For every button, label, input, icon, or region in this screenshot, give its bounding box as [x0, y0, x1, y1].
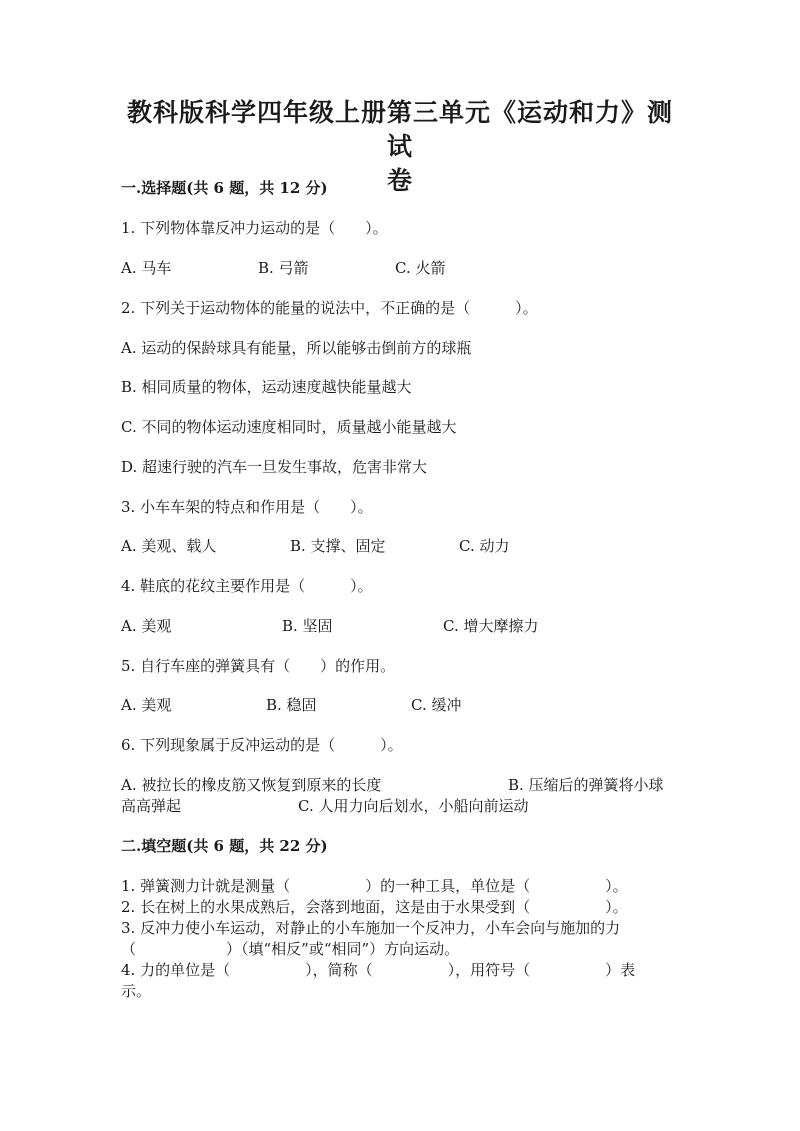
question-4-option-a: A. 美观: [121, 617, 172, 635]
fill-question-1: 1. 弹簧测力计就是测量（ ）的一种工具，单位是（ ）。: [121, 877, 628, 895]
question-6-option-b: B. 压缩后的弹簧将小球: [508, 776, 664, 794]
question-6-option-c: C. 人用力向后划水，小船向前运动: [298, 797, 529, 815]
fill-question-3-line-2: （ ）（填“相反”或“相同”）方向运动。: [121, 940, 460, 958]
question-4-option-c: C. 增大摩擦力: [443, 617, 539, 635]
question-1-stem: 1. 下列物体靠反冲力运动的是（ ）。: [121, 219, 388, 237]
question-2-stem: 2. 下列关于运动物体的能量的说法中，不正确的是（ ）。: [121, 299, 538, 317]
question-3-stem: 3. 小车车架的特点和作用是（ ）。: [121, 498, 373, 516]
question-1-option-c: C. 火箭: [395, 259, 446, 277]
fill-question-4-line-1: 4. 力的单位是（ ），简称（ ），用符号（ ）表: [121, 961, 636, 979]
question-5-option-a: A. 美观: [121, 696, 172, 714]
question-3-option-b: B. 支撑、固定: [290, 537, 386, 555]
question-4-option-b: B. 坚固: [282, 617, 333, 635]
title-line-2: 卷: [386, 166, 413, 195]
question-5-stem: 5. 自行车座的弹簧具有（ ）的作用。: [121, 657, 396, 675]
title-line-1: 教科版科学四年级上册第三单元《运动和力》测试: [126, 98, 673, 161]
fill-question-2: 2. 长在树上的水果成熟后，会落到地面，这是由于水果受到（ ）。: [121, 898, 628, 916]
question-3-option-c: C. 动力: [459, 537, 510, 555]
question-5-option-c: C. 缓冲: [411, 696, 462, 714]
section-heading-fill-blank: 二.填空题(共 6 题，共 22 分): [121, 837, 328, 855]
question-1-option-a: A. 马车: [121, 259, 172, 277]
question-2-option-b: B. 相同质量的物体，运动速度越快能量越大: [121, 378, 412, 396]
question-2-option-a: A. 运动的保龄球具有能量，所以能够击倒前方的球瓶: [121, 339, 472, 357]
question-4-stem: 4. 鞋底的花纹主要作用是（ ）。: [121, 577, 373, 595]
fill-question-3-line-1: 3. 反冲力使小车运动，对静止的小车施加一个反冲力，小车会向与施加的力: [121, 919, 621, 937]
question-5-option-b: B. 稳固: [266, 696, 317, 714]
question-6-option-b-continued: 高高弹起: [121, 797, 182, 815]
question-6-option-a: A. 被拉长的橡皮筋又恢复到原来的长度: [121, 776, 382, 794]
question-6-stem: 6. 下列现象属于反冲运动的是（ ）。: [121, 736, 403, 754]
question-1-option-b: B. 弓箭: [258, 259, 309, 277]
question-2-option-d: D. 超速行驶的汽车一旦发生事故，危害非常大: [121, 458, 428, 476]
question-2-option-c: C. 不同的物体运动速度相同时，质量越小能量越大: [121, 418, 457, 436]
question-3-option-a: A. 美观、载人: [121, 537, 217, 555]
section-heading-choice: 一.选择题(共 6 题，共 12 分): [121, 179, 328, 197]
fill-question-4-line-2: 示。: [121, 982, 152, 1000]
